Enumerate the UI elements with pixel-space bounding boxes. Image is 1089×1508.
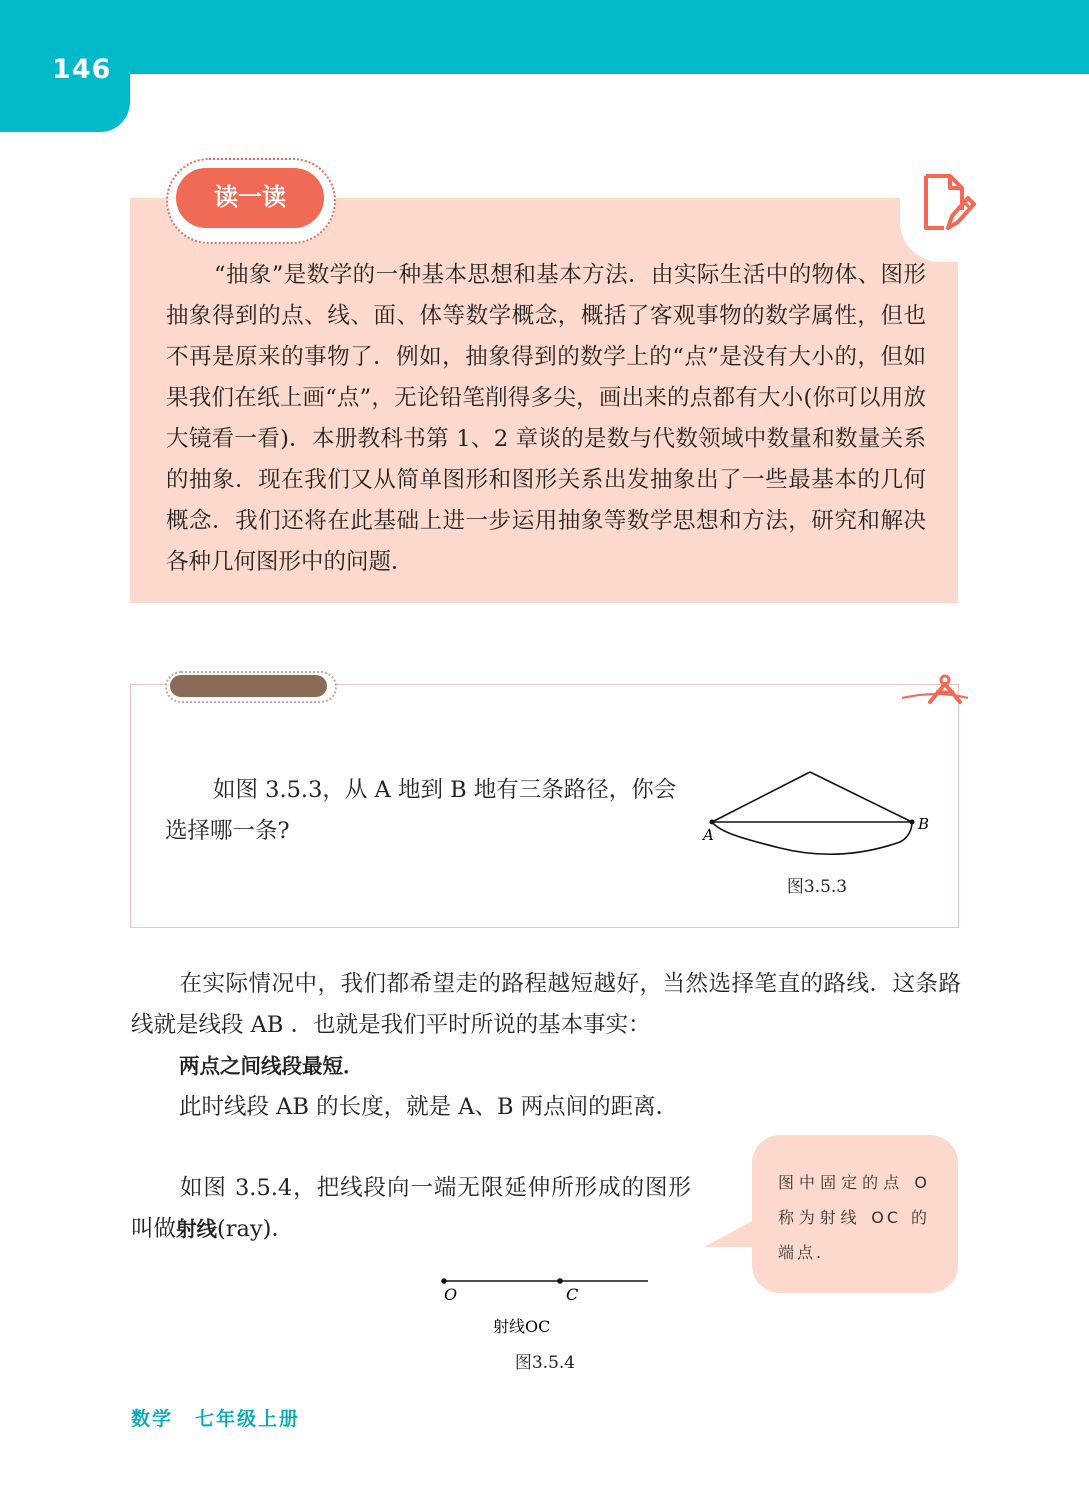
body-paragraph-2: 此时线段 AB 的长度，就是 A、B 两点间的距离．: [179, 1094, 679, 1120]
path-upper-left: [712, 772, 810, 822]
body-paragraph-1: 在实际情况中，我们都希望走的路程越短越好，当然选择笔直的路线．这条路线就是线段 AB ．也就是我们平时所说的基本事实：: [131, 971, 961, 1038]
point-c: [557, 1278, 563, 1284]
note-text: 图中固定的点 O 称为射线 OC 的端点.: [778, 1173, 930, 1262]
label-a: A: [703, 826, 714, 844]
compass-icon: [900, 668, 970, 708]
footer-subject: 数学: [131, 1408, 174, 1430]
page-number: 146: [52, 54, 112, 85]
point-b: [910, 820, 915, 825]
think-box-title-bar: [170, 675, 327, 697]
think-question: 如图 3.5.3，从 A 地到 B 地有三条路径，你会选择哪一条?: [165, 777, 677, 844]
path-curved: [712, 822, 912, 854]
point-a: [710, 820, 715, 825]
footer: [131, 1404, 322, 1431]
point-o: [441, 1278, 447, 1284]
figure-3-5-4: [436, 1272, 656, 1342]
body-paragraph-3: 如图 3.5.4，把线段向一端无限延伸所形成的图形叫做射线(ray)．: [131, 1175, 691, 1242]
document-edit-icon: [918, 170, 976, 236]
read-box-title: 读一读: [176, 168, 324, 228]
label-o: O: [444, 1285, 458, 1304]
footer-grade: 七年级上册: [195, 1408, 301, 1430]
figure-3-5-3: [700, 768, 940, 868]
figure-3-5-4-caption: 图3.5.4: [514, 1353, 576, 1373]
label-c: C: [566, 1285, 579, 1304]
ray-sublabel: 射线OC: [493, 1317, 551, 1336]
path-upper-right: [810, 772, 912, 822]
term-ray: 射线: [176, 1217, 218, 1241]
fact-line: 两点之间线段最短．: [179, 1054, 364, 1078]
label-b: B: [918, 815, 930, 833]
figure-3-5-3-caption: 图3.5.3: [786, 877, 848, 897]
top-header-bar: [0, 0, 1089, 74]
read-box-paragraph: “抽象”是数学的一种基本思想和基本方法．由实际生活中的物体、图形抽象得到的点、线、面、体等数学概念，概括了客观事物的数学属性，但也不再是原来的事物了．例如，抽象得到的数学上的“点”是没有大小的，但如果我们在纸上画“点”，无论铅笔削得多尖，画出来的点都有大小(你可以用放大镜看一看)．本册教科书第 1、2 章谈的是数与代数领域中数量和数量关系的抽象．现在我们又从简单图形和图形关系出发抽象出了一些最基本的几何概念．我们还将在此基础上进一步运用抽象等数学思想和方法，研究和解决各种几何图形中的问题．: [166, 262, 926, 575]
